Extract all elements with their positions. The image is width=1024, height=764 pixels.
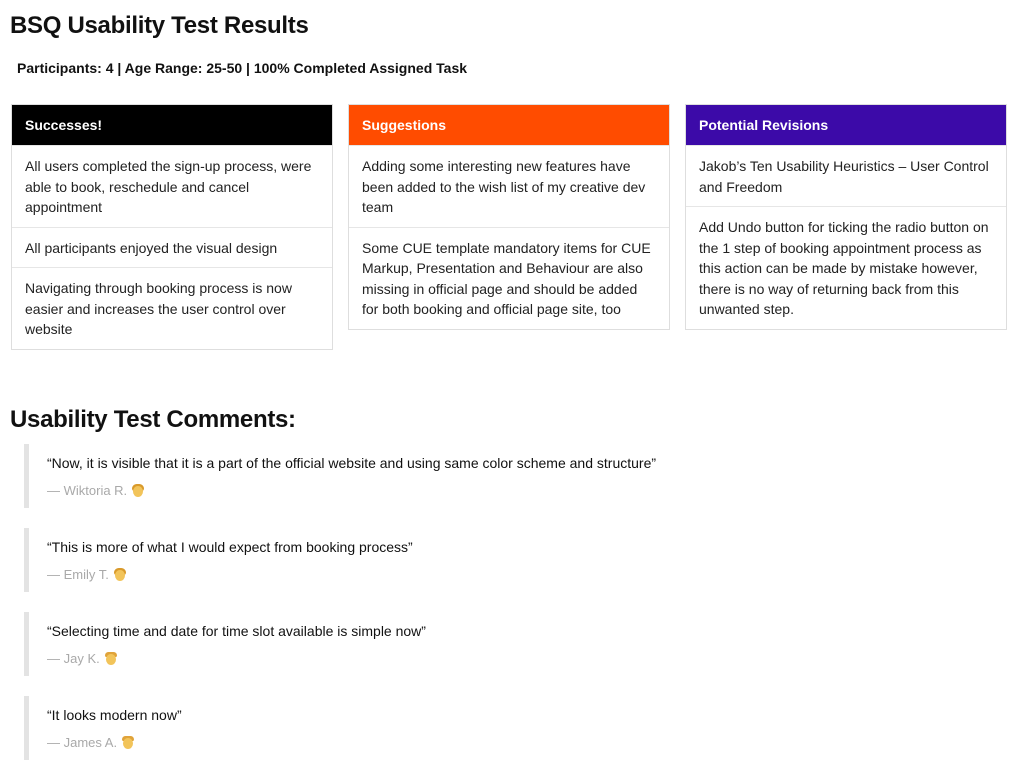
comment-quote [24,528,1004,592]
list-item: Adding some interesting new features have been added to the wish list of my creative dev team [349,145,669,227]
quote-author [47,734,1004,752]
list-item: Some CUE template mandatory items for CUE Markup, Presentation and Behaviour are also missing in official page and should be added for both booking and official page site, too [349,227,669,329]
page-subtitle: Participants: 4 | Age Range: 25-50 | 100% Completed Assigned Task [17,60,468,76]
quote-author [47,566,1004,584]
quote-author [47,650,1004,668]
man-emoji-icon [121,736,135,750]
page-title: BSQ Usability Test Results [10,12,309,39]
card-header: Successes! [12,105,332,145]
card-header: Potential Revisions [686,105,1006,145]
quote-text: “It looks modern now” [47,707,182,723]
comment-quote [24,696,1004,760]
list-item: All users completed the sign-up process, were able to book, reschedule and cancel appointment [12,145,332,227]
card-header: Suggestions [349,105,669,145]
quote-text: “Selecting time and date for time slot available is simple now” [47,623,426,639]
card-potential-revisions [685,104,1007,330]
comments-list [24,444,1004,764]
list-item: Add Undo button for ticking the radio button on the 1 step of booking appointment process as this action can be made by mistake however, there is no way of returning back from this unwanted step. [686,206,1006,329]
results-cards [11,104,1009,350]
author-name: — Jay K. [47,651,100,666]
list-item: Navigating through booking process is now easier and increases the user control over website [12,267,332,349]
card-suggestions [348,104,670,330]
quote-text: “This is more of what I would expect from booking process” [47,539,413,555]
author-name: — Emily T. [47,567,109,582]
quote-text: “Now, it is visible that it is a part of the official website and using same color scheme and structure” [47,455,657,471]
comments-title: Usability Test Comments: [10,406,296,433]
list-item: Jakob’s Ten Usability Heuristics – User Control and Freedom [686,145,1006,206]
author-name: — James A. [47,735,118,750]
woman-emoji-icon [113,568,127,582]
comment-quote [24,612,1004,676]
card-successes [11,104,333,350]
woman-emoji-icon [131,484,145,498]
comment-quote [24,444,1004,508]
author-name: — Wiktoria R. [47,483,128,498]
list-item: All participants enjoyed the visual design [12,227,332,268]
quote-author [47,482,1004,500]
man-emoji-icon [104,652,118,666]
